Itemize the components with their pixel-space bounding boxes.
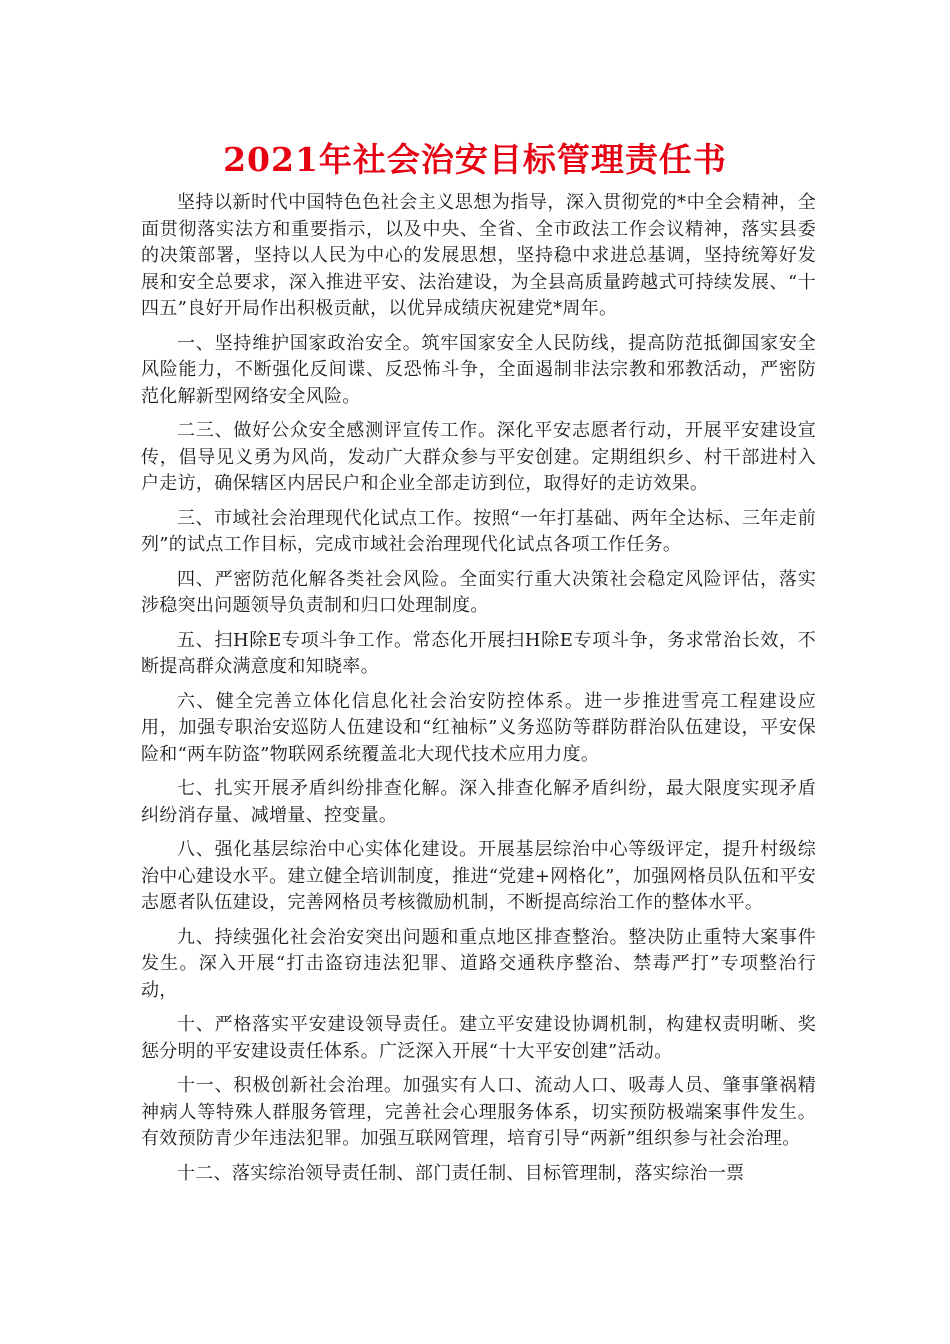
paragraph-intro: 坚持以新时代中国特色色社会主义思想为指导，深入贯彻党的*中全会精神，全面贯彻落实法方和重要指示，以及中央、全省、全市政法工作会议精神，落实县委的决策部署，坚持以人民为中心的发展思想，坚持稳中求进总基调，坚持统筹好发展和安全总要求，深入推进平安、法治建设，为全县高质量跨越式可持续发展、“十四五”良好开局作出积极贡献，以优异成绩庆祝建党*周年。 [141, 192, 816, 319]
paragraph-item-4: 四、严密防范化解各类社会风险。全面实行重大决策社会稳定风险评估，落实涉稳突出问题领导负责制和归口处理制度。 [141, 568, 816, 616]
paragraph-item-3: 三、市域社会治理现代化试点工作。按照“一年打基础、两年全达标、三年走前列”的试点工作目标，完成市域社会治理现代化试点各项工作任务。 [141, 507, 816, 555]
paragraph-item-10: 十、严格落实平安建设领导责任。建立平安建设协调机制，构建权责明晰、奖惩分明的平安建设责任体系。广泛深入开展“十大平安创建”活动。 [141, 1014, 816, 1062]
paragraph-item-2: 二三、做好公众安全感测评宣传工作。深化平安志愿者行动，开展平安建设宣传，倡导见义勇为风尚，发动广大群众参与平安创建。定期组织乡、村干部进村入户走访，确保辖区内居民户和企业全部走访到位，取得好的走访效果。 [141, 420, 816, 494]
document-body [141, 190, 816, 1195]
paragraph-item-7: 七、扎实开展矛盾纠纷排查化解。深入排查化解矛盾纠纷，最大限度实现矛盾纠纷消存量、减增量、控变量。 [141, 778, 816, 826]
paragraph-item-6: 六、健全完善立体化信息化社会治安防控体系。进一步推进雪亮工程建设应用，加强专职治安巡防人伍建设和“红袖标”义务巡防等群防群治队伍建设，平安保险和“两车防盗”物联网系统覆盖北大现代技术应用力度。 [141, 690, 816, 765]
paragraph-item-1: 一、坚持维护国家政治安全。筑牢国家安全人民防线，提高防范抵御国家安全风险能力，不断强化反间谍、反恐怖斗争，全面遏制非法宗教和邪教活动，严密防范化解新型网络安全风险。 [141, 332, 816, 407]
paragraph-item-5: 五、扫H除E专项斗争工作。常态化开展扫H除E专项斗争，务求常治长效，不断提高群众满意度和知晓率。 [141, 629, 816, 677]
paragraph-item-11: 十一、积极创新社会治理。加强实有人口、流动人口、吸毒人员、肇事肇祸精神病人等特殊人群服务管理，完善社会心理服务体系，切实预防极端案事件发生。有效预防青少年违法犯罪。加强互联网管理，培育引导“两新”组织参与社会治理。 [141, 1075, 816, 1149]
paragraph-item-12: 十二、落实综治领导责任制、部门责任制、目标管理制，落实综治一票 [177, 1162, 745, 1184]
document-title: 2021年社会治安目标管理责任书 [223, 140, 727, 179]
paragraph-item-8: 八、强化基层综治中心实体化建设。开展基层综治中心等级评定，提升村级综治中心建设水平。建立健全培训制度，推进“党建+网格化”，加强网格员队伍和平安志愿者队伍建设，完善网格员考核微励机制，不断提高综治工作的整体水平。 [141, 839, 816, 913]
paragraph-item-9: 九、持续强化社会治安突出问题和重点地区排查整治。整决防止重特大案事件发生。深入开展“打击盗窃违法犯罪、道路交通秩序整治、禁毒严打”专项整治行动， [141, 926, 816, 1001]
